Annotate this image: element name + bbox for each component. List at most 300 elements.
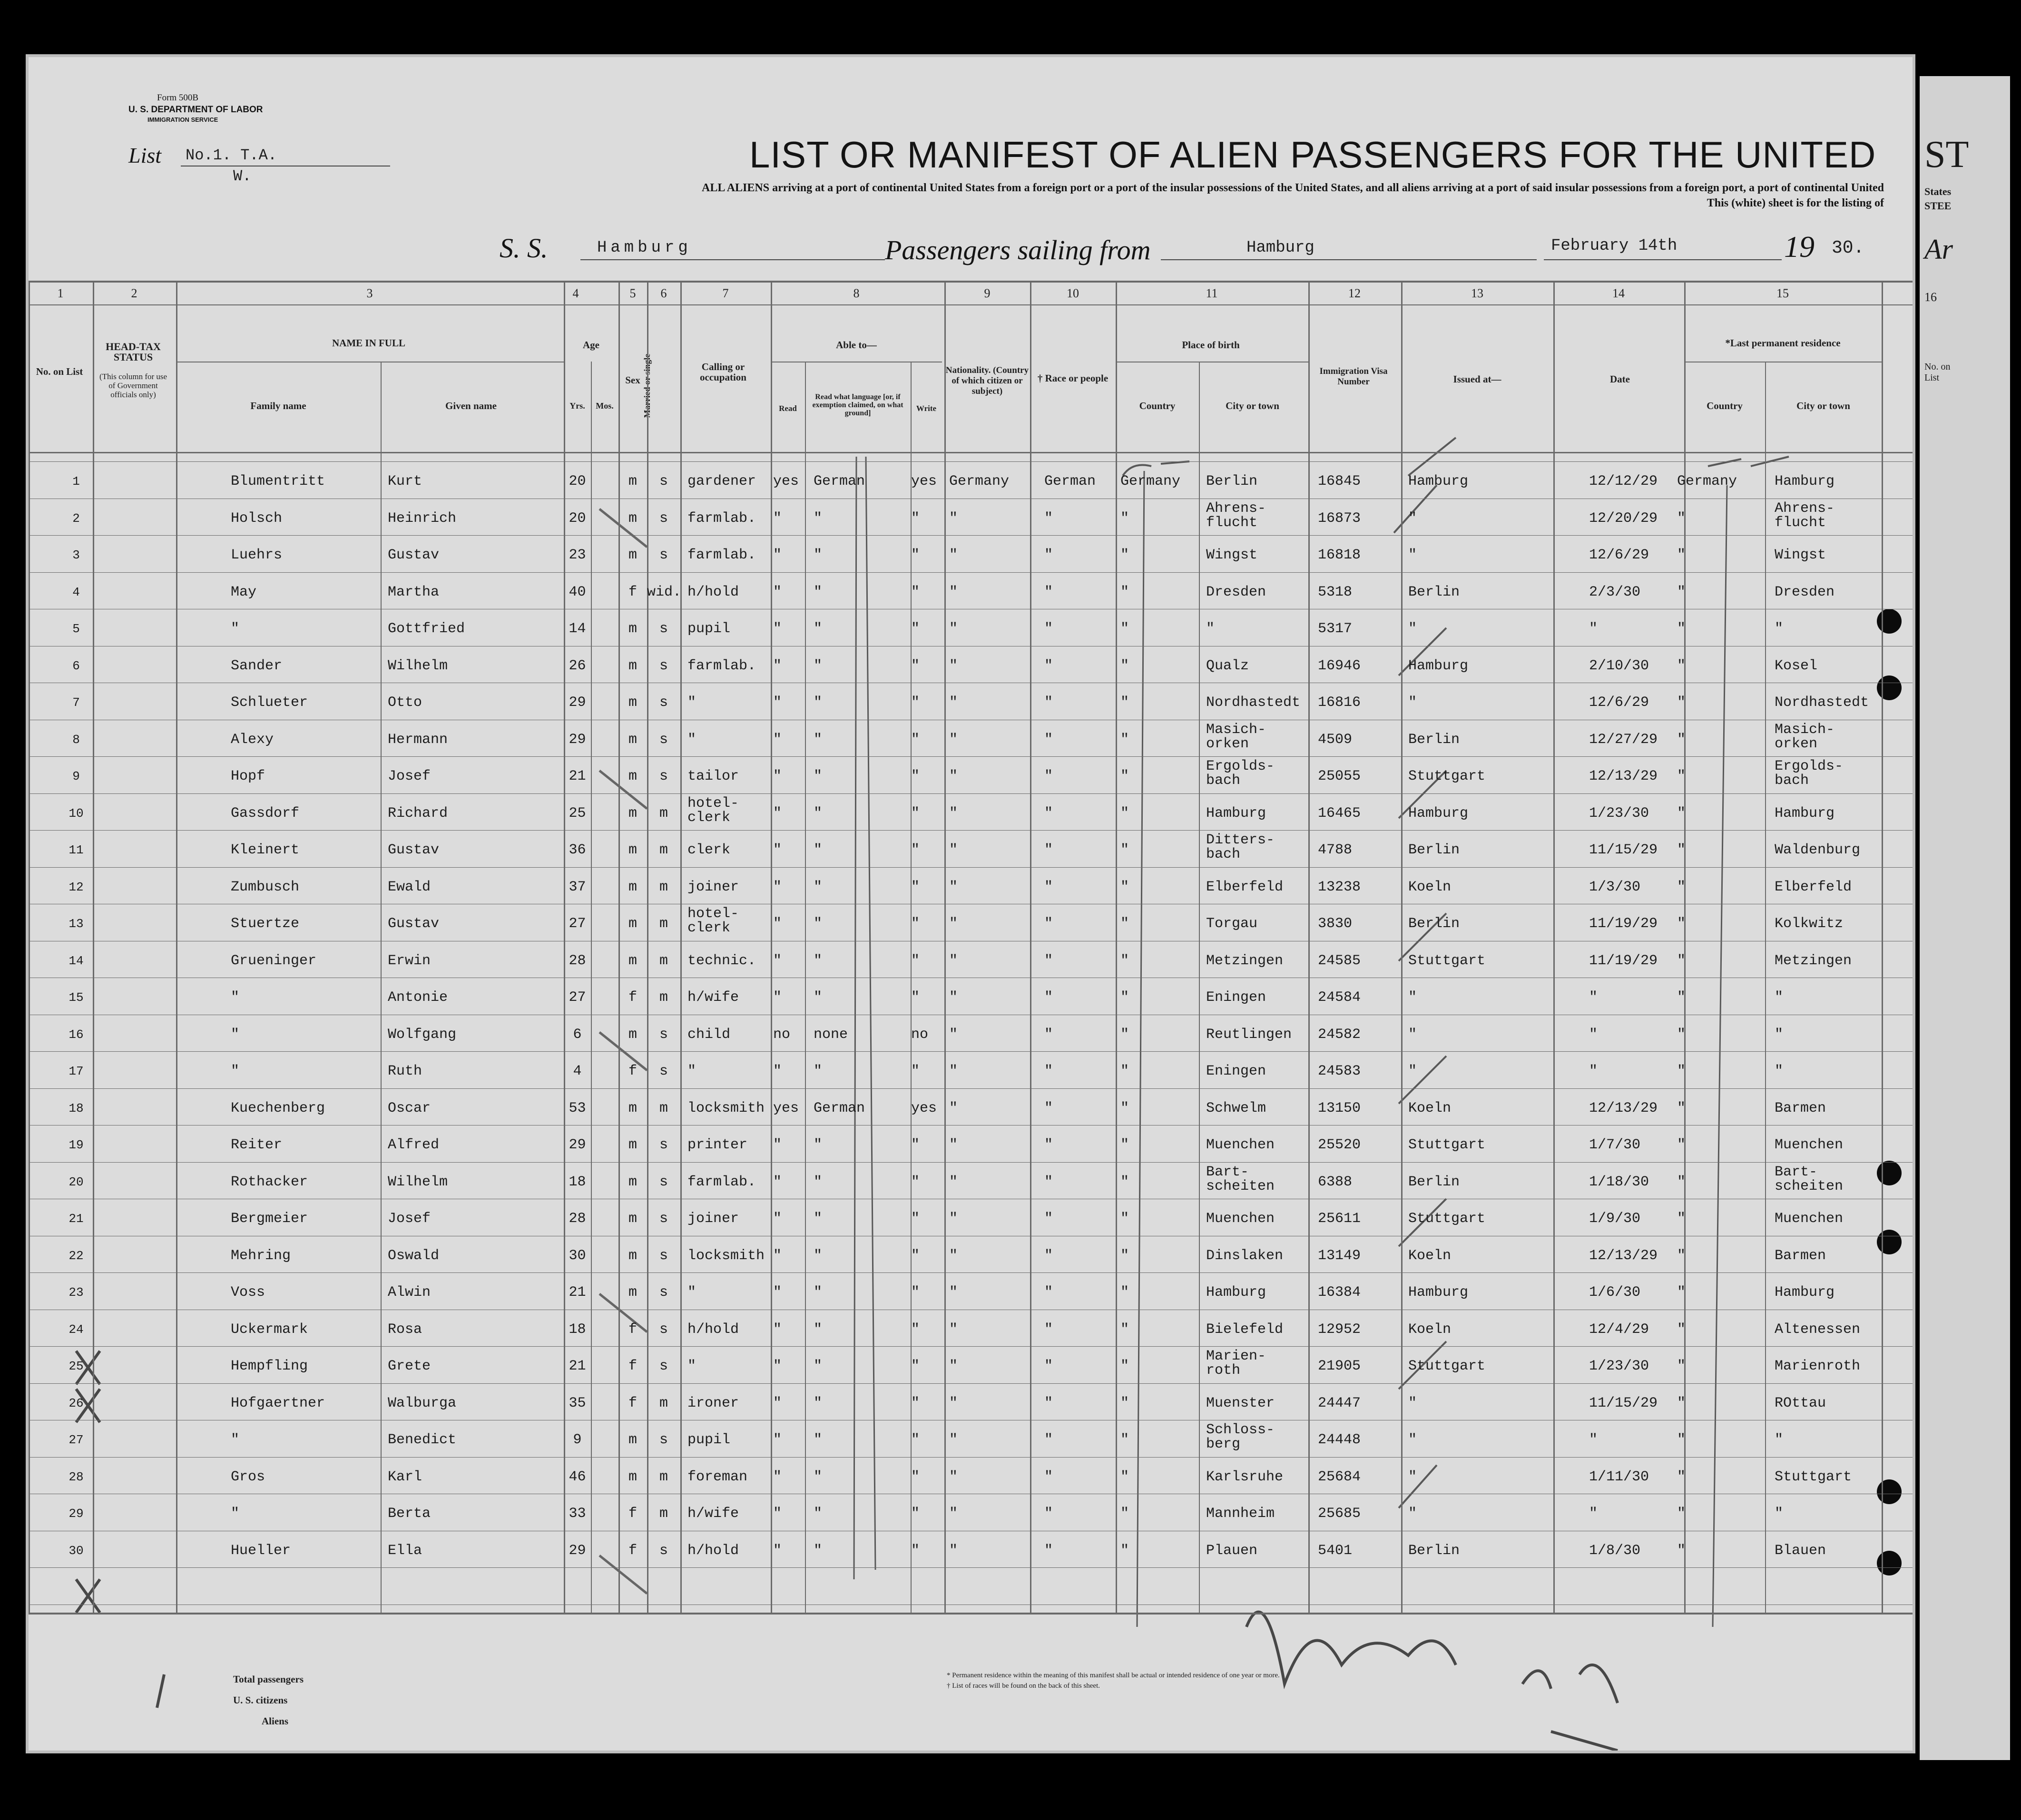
cell-res-city: " (1775, 621, 1784, 637)
cell-no: 25 (69, 1359, 84, 1373)
cell-write: " (911, 1432, 920, 1448)
cell-given: Wolfgang (388, 1026, 457, 1043)
cell-res-country: " (1677, 1542, 1686, 1559)
cell-married: s (659, 473, 668, 489)
cell-visa: 24584 (1318, 989, 1361, 1006)
cell-city: Bart- scheiten (1206, 1164, 1275, 1194)
cell-date: 1/6/30 (1589, 1284, 1641, 1301)
cell-married: m (659, 805, 668, 822)
cell-nationality: " (949, 1137, 958, 1153)
cell-issued: Stuttgart (1408, 1358, 1486, 1374)
cell-country: " (1120, 989, 1129, 1006)
cell-given: Alfred (388, 1137, 440, 1153)
grid-line (29, 1346, 1913, 1347)
cell-res-country: Germany (1677, 473, 1737, 489)
cell-race: " (1044, 731, 1053, 748)
cell-language: " (814, 1137, 823, 1153)
cell-write: " (911, 657, 920, 674)
cell-language: German (814, 1100, 865, 1116)
grid-line (1308, 281, 1310, 1613)
cell-date: 1/9/30 (1589, 1211, 1641, 1227)
cell-married: m (659, 989, 668, 1006)
cell-write: " (911, 1174, 920, 1190)
cell-calling: farmlab. (687, 657, 756, 674)
cell-language: " (814, 695, 823, 711)
cell-issued: Koeln (1408, 1247, 1452, 1264)
list-sub: W. (233, 167, 252, 185)
cell-country: " (1120, 916, 1129, 932)
cell-family: Holsch (231, 510, 283, 527)
cell-country: " (1120, 1321, 1129, 1338)
cell-yrs: 27 (569, 989, 586, 1006)
header-calling: Calling or occupation (699, 361, 746, 383)
grid-line (29, 1613, 1913, 1615)
cell-read: " (773, 1468, 782, 1485)
cell-country: " (1120, 842, 1129, 858)
grid-line (29, 304, 1913, 305)
cell-given: Grete (388, 1358, 431, 1374)
cell-nationality: " (949, 695, 958, 711)
cell-married: m (659, 916, 668, 932)
cell-race: " (1044, 1100, 1053, 1116)
cell-calling: tailor (687, 768, 739, 784)
departure-port: Hamburg (1246, 239, 1315, 257)
cell-read: " (773, 547, 782, 563)
cell-calling: hotel- clerk (687, 795, 739, 826)
cell-given: Wilhelm (388, 1174, 448, 1190)
cell-calling: pupil (687, 621, 731, 637)
grid-line (29, 756, 1913, 757)
cell-family: Kleinert (231, 842, 300, 858)
cell-no: 22 (69, 1248, 84, 1263)
cell-calling: pupil (687, 1432, 731, 1448)
cell-nationality: " (949, 510, 958, 527)
cell-family: Luehrs (231, 547, 283, 563)
cell-language: " (814, 879, 823, 895)
cell-res-country: " (1677, 1358, 1686, 1374)
cell-res-city: ROttau (1775, 1395, 1826, 1411)
column-number: 3 (366, 286, 373, 300)
cell-family: Schlueter (231, 695, 308, 711)
cell-no: 24 (69, 1322, 84, 1337)
cell-family: " (231, 1506, 240, 1522)
cell-issued: Berlin (1408, 1542, 1460, 1559)
cell-no: 16 (69, 1027, 84, 1042)
cell-city: Ergolds- bach (1206, 758, 1275, 789)
cell-city: Nordhastedt (1206, 695, 1301, 711)
grid-line (1765, 362, 1766, 1613)
column-number: 11 (1206, 286, 1218, 300)
cell-res-city: Kolkwitz (1775, 916, 1844, 932)
cell-res-country: " (1677, 547, 1686, 563)
cell-yrs: 36 (569, 842, 586, 858)
cell-date: 11/19/29 (1589, 916, 1658, 932)
cell-married: m (659, 879, 668, 895)
cell-calling: locksmith (687, 1100, 765, 1116)
binder-hole (1877, 1479, 1902, 1504)
cell-nationality: " (949, 842, 958, 858)
cell-race: German (1044, 473, 1096, 489)
cell-yrs: 46 (569, 1468, 586, 1485)
cell-date: 12/20/29 (1589, 510, 1658, 527)
cell-issued: Koeln (1408, 1321, 1452, 1338)
header-able-to: Able to— (836, 339, 877, 351)
cell-no: 11 (69, 843, 84, 857)
cell-nationality: " (949, 1063, 958, 1079)
cell-res-city: " (1775, 989, 1784, 1006)
next-sheet-edge (1920, 76, 2010, 1760)
cell-sex: m (628, 879, 637, 895)
cell-no: 19 (69, 1138, 84, 1152)
cell-res-country: " (1677, 1432, 1686, 1448)
cell-visa: 25611 (1318, 1211, 1361, 1227)
cell-date: 12/27/29 (1589, 731, 1658, 748)
cell-res-country: " (1677, 1063, 1686, 1079)
cell-calling: locksmith (687, 1247, 765, 1264)
cell-res-city: " (1775, 1432, 1784, 1448)
grid-line (1199, 362, 1200, 1613)
next-sheet-line1: States (1924, 186, 1952, 197)
header-given-name: Given name (445, 400, 497, 411)
cell-visa: 21905 (1318, 1358, 1361, 1374)
cell-write: " (911, 1395, 920, 1411)
cell-date: 12/6/29 (1589, 695, 1649, 711)
cell-given: Gustav (388, 842, 440, 858)
grid-line (29, 1272, 1913, 1273)
cell-nationality: " (949, 1100, 958, 1116)
cell-res-country: " (1677, 1468, 1686, 1485)
header-head-tax: HEAD-TAX STATUS (106, 341, 161, 363)
ship-name: Hamburg (597, 239, 692, 257)
cell-nationality: " (949, 1506, 958, 1522)
cell-race: " (1044, 1063, 1053, 1079)
cell-read: " (773, 1506, 782, 1522)
cell-calling: foreman (687, 1468, 748, 1485)
cell-res-city: Elberfeld (1775, 879, 1852, 895)
cell-calling: h/wife (687, 1506, 739, 1522)
cell-language: none (814, 1026, 848, 1043)
pencil-line-language (854, 457, 875, 1579)
cell-issued: Berlin (1408, 584, 1460, 600)
cell-res-city: Hamburg (1775, 805, 1835, 822)
cell-family: Uckermark (231, 1321, 308, 1338)
cell-no: 28 (69, 1469, 84, 1484)
cell-race: " (1044, 1358, 1053, 1374)
cell-issued: Hamburg (1408, 473, 1469, 489)
header-age-mos: Mos. (596, 401, 614, 411)
cell-given: Gottfried (388, 621, 465, 637)
cell-given: Benedict (388, 1432, 457, 1448)
grid-line (176, 281, 177, 1613)
cell-language: " (814, 805, 823, 822)
cell-country: " (1120, 1432, 1129, 1448)
cell-yrs: 37 (569, 879, 586, 895)
cell-race: " (1044, 989, 1053, 1006)
next-sheet-col-num: 16 (1924, 290, 1937, 304)
header-race: † Race or people (1037, 372, 1109, 384)
cell-visa: 24447 (1318, 1395, 1361, 1411)
cell-write: no (911, 1026, 929, 1043)
cell-language: " (814, 584, 823, 600)
cell-race: " (1044, 1284, 1053, 1301)
header-sex: Sex (625, 374, 640, 386)
cell-write: " (911, 1284, 920, 1301)
cell-date: 12/13/29 (1589, 1247, 1658, 1264)
cell-sex: m (628, 768, 637, 784)
cell-country: " (1120, 584, 1129, 600)
cell-date: 2/10/30 (1589, 657, 1649, 674)
cell-race: " (1044, 842, 1053, 858)
grid-line (1030, 281, 1031, 1613)
cell-read: " (773, 510, 782, 527)
cell-date: 12/12/29 (1589, 473, 1658, 489)
grid-line (29, 1162, 1913, 1163)
cell-calling: " (687, 1063, 697, 1079)
cell-res-country: " (1677, 1506, 1686, 1522)
cell-issued: Stuttgart (1408, 768, 1486, 784)
cell-date: " (1589, 621, 1598, 637)
cell-married: m (659, 952, 668, 969)
cell-no: 5 (72, 622, 80, 636)
cell-given: Kurt (388, 473, 422, 489)
cell-married: s (659, 768, 668, 784)
cell-date: 1/11/30 (1589, 1468, 1649, 1485)
cell-family: May (231, 584, 257, 600)
cell-res-city: Kosel (1775, 657, 1818, 674)
cell-given: Ewald (388, 879, 431, 895)
cell-visa: 16946 (1318, 657, 1361, 674)
cell-write: " (911, 1137, 920, 1153)
cell-given: Josef (388, 768, 431, 784)
cell-family: Kuechenberg (231, 1100, 325, 1116)
cell-read: " (773, 1432, 782, 1448)
cell-visa: 16818 (1318, 547, 1361, 563)
header-no-on-list: No. on List (36, 366, 83, 377)
cell-nationality: " (949, 731, 958, 748)
year-suffix: 30. (1832, 238, 1864, 258)
cell-res-country: " (1677, 1026, 1686, 1043)
cell-nationality: " (949, 1468, 958, 1485)
cell-language: " (814, 952, 823, 969)
cell-sex: m (628, 621, 637, 637)
cell-date: 12/6/29 (1589, 547, 1649, 563)
cell-sex: m (628, 842, 637, 858)
cell-read: " (773, 1063, 782, 1079)
cell-issued: " (1408, 1395, 1417, 1411)
cell-given: Karl (388, 1468, 422, 1485)
cell-given: Josef (388, 1211, 431, 1227)
cell-read: yes (773, 473, 799, 489)
cell-married: s (659, 1211, 668, 1227)
next-sheet-line2: STEE (1924, 200, 1952, 212)
cell-issued: " (1408, 1506, 1417, 1522)
cell-city: Qualz (1206, 657, 1249, 674)
cell-write: " (911, 1321, 920, 1338)
cell-calling: farmlab. (687, 547, 756, 563)
cell-city: Karlsruhe (1206, 1468, 1284, 1485)
cell-res-city: " (1775, 1026, 1784, 1043)
cell-visa: 25685 (1318, 1506, 1361, 1522)
cell-race: " (1044, 1321, 1053, 1338)
cell-nationality: " (949, 1247, 958, 1264)
cell-married: s (659, 1137, 668, 1153)
cell-res-country: " (1677, 842, 1686, 858)
cell-calling: h/hold (687, 1542, 739, 1559)
cell-city: Ditters- bach (1206, 832, 1275, 862)
cell-visa: 3830 (1318, 916, 1353, 932)
cell-sex: m (628, 473, 637, 489)
cell-race: " (1044, 1395, 1053, 1411)
cell-race: " (1044, 805, 1053, 822)
cell-read: no (773, 1026, 791, 1043)
cell-res-city: Barmen (1775, 1247, 1826, 1264)
column-number: 4 (572, 286, 579, 300)
cell-city: Muenchen (1206, 1211, 1275, 1227)
cell-sex: m (628, 1211, 637, 1227)
cell-race: " (1044, 584, 1053, 600)
grid-line (29, 1051, 1913, 1052)
cell-issued: Hamburg (1408, 1284, 1469, 1301)
binder-hole (1877, 609, 1902, 634)
cell-read: " (773, 1247, 782, 1264)
cell-yrs: 33 (569, 1506, 586, 1522)
cell-write: " (911, 731, 920, 748)
cell-no: 23 (69, 1285, 84, 1300)
cell-nationality: " (949, 1211, 958, 1227)
cell-issued: Hamburg (1408, 805, 1469, 822)
cell-sex: f (628, 584, 637, 600)
cell-race: " (1044, 657, 1053, 674)
cell-visa: 16384 (1318, 1284, 1361, 1301)
cell-given: Walburga (388, 1395, 457, 1411)
cell-res-country: " (1677, 952, 1686, 969)
cell-family: Alexy (231, 731, 274, 748)
column-number: 12 (1348, 286, 1361, 300)
cell-res-country: " (1677, 916, 1686, 932)
service-name: IMMIGRATION SERVICE (147, 116, 218, 123)
footer-pencil-tick (157, 1674, 164, 1708)
cell-language: " (814, 621, 823, 637)
cell-res-city: Bart- scheiten (1775, 1164, 1844, 1194)
cell-nationality: " (949, 989, 958, 1006)
cell-married: m (659, 842, 668, 858)
cell-read: " (773, 657, 782, 674)
cell-no: 30 (69, 1543, 84, 1558)
instruction-line-2: This (white) sheet is for the listing of (1707, 197, 1884, 209)
cell-issued: " (1408, 510, 1417, 527)
cell-married: m (659, 1395, 668, 1411)
cell-nationality: " (949, 657, 958, 674)
cell-res-country: " (1677, 621, 1686, 637)
cell-write: " (911, 805, 920, 822)
cell-family: Gros (231, 1468, 265, 1485)
cell-date: " (1589, 1432, 1598, 1448)
cell-visa: 25684 (1318, 1468, 1361, 1485)
cell-language: " (814, 1247, 823, 1264)
cell-yrs: 20 (569, 510, 586, 527)
grid-line (29, 1383, 1913, 1384)
binder-hole (1877, 675, 1902, 700)
cell-no: 10 (69, 806, 84, 821)
cell-married: m (659, 1100, 668, 1116)
cell-language: " (814, 510, 823, 527)
header-nationality: Nationality. (Country of which citizen or subject) (945, 365, 1029, 396)
cell-race: " (1044, 1468, 1053, 1485)
cell-language: " (814, 842, 823, 858)
handwritten-date-mark (1522, 1665, 1618, 1751)
cell-country: " (1120, 1542, 1129, 1559)
cell-read: " (773, 916, 782, 932)
header-family-name: Family name (250, 400, 306, 411)
cell-visa: 13150 (1318, 1100, 1361, 1116)
footer-aliens: Aliens (262, 1715, 289, 1727)
column-number: 2 (131, 286, 137, 300)
column-number: 14 (1612, 286, 1625, 300)
cell-yrs: 21 (569, 1358, 586, 1374)
cell-issued: " (1408, 1432, 1417, 1448)
cell-given: Ruth (388, 1063, 422, 1079)
cell-city: Eningen (1206, 1063, 1266, 1079)
cell-married: s (659, 1026, 668, 1043)
cell-country: " (1120, 695, 1129, 711)
cell-issued: Koeln (1408, 1100, 1452, 1116)
cell-yrs: 29 (569, 1542, 586, 1559)
cell-res-city: Masich- orken (1775, 721, 1835, 752)
cell-no: 26 (69, 1396, 84, 1410)
header-head-tax-note: (This column for use of Government officials only) (99, 372, 167, 399)
cell-no: 4 (72, 585, 80, 599)
cell-city: Elberfeld (1206, 879, 1284, 895)
cell-read: " (773, 1174, 782, 1190)
header-read-language: Read what language [or, if exemption claimed, on what ground] (812, 393, 903, 417)
cell-country: " (1120, 1026, 1129, 1043)
cell-country: " (1120, 1100, 1129, 1116)
grid-line (1116, 281, 1117, 1613)
cell-res-country: " (1677, 1395, 1686, 1411)
cell-write: " (911, 584, 920, 600)
cell-res-country: " (1677, 768, 1686, 784)
cell-calling: " (687, 731, 697, 748)
cell-yrs: 27 (569, 916, 586, 932)
cell-visa: 13149 (1318, 1247, 1361, 1264)
cell-nationality: " (949, 1174, 958, 1190)
grid-line (29, 1457, 1913, 1458)
cell-sex: f (628, 989, 637, 1006)
cell-res-country: " (1677, 1137, 1686, 1153)
cell-calling: " (687, 695, 697, 711)
cell-res-city: " (1775, 1506, 1784, 1522)
cell-no: 13 (69, 917, 84, 931)
cell-race: " (1044, 1432, 1053, 1448)
year-prefix: 19 (1784, 230, 1815, 264)
cell-date: 11/19/29 (1589, 952, 1658, 969)
cell-country: Germany (1120, 473, 1181, 489)
cell-yrs: 28 (569, 1211, 586, 1227)
cell-yrs: 14 (569, 621, 586, 637)
cell-sex: m (628, 1468, 637, 1485)
cell-visa: 16816 (1318, 695, 1361, 711)
cell-married: s (659, 695, 668, 711)
cell-res-country: " (1677, 584, 1686, 600)
cell-res-country: " (1677, 510, 1686, 527)
cell-nationality: " (949, 879, 958, 895)
cell-write: " (911, 989, 920, 1006)
cell-sex: m (628, 695, 637, 711)
cell-yrs: 18 (569, 1321, 586, 1338)
cell-yrs: 6 (573, 1026, 582, 1043)
cell-visa: 13238 (1318, 879, 1361, 895)
cell-no: 8 (72, 732, 80, 747)
